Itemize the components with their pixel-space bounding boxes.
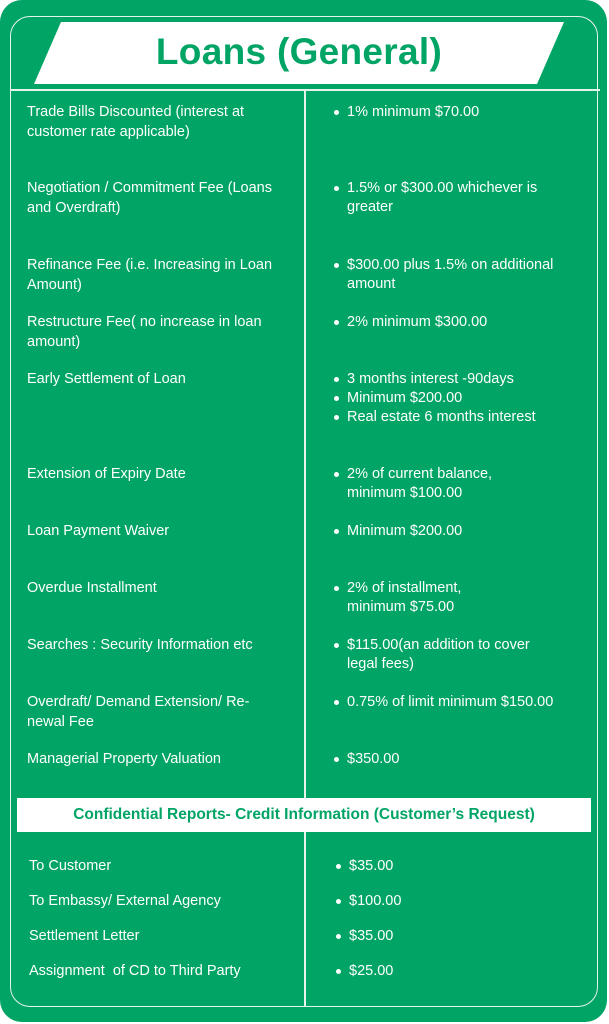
section-title: Confidential Reports- Credit Information (Customer’s Request)	[73, 806, 535, 823]
bullet-icon	[334, 757, 339, 762]
fee-values	[333, 103, 593, 122]
column-divider-bottom	[304, 832, 306, 1007]
fee-values	[333, 370, 593, 427]
fee-value: 2% of installment, minimum $75.00	[333, 579, 503, 617]
page-title: Loans (General)	[155, 31, 443, 72]
bullet-icon	[334, 643, 339, 648]
report-values	[335, 962, 595, 981]
fee-label: Negotiation / Commitment Fee (Loans and Overdraft)	[27, 180, 272, 216]
fee-value: 2% of current balance, minimum $100.00	[333, 465, 523, 503]
fee-value: 1.5% or $300.00 whichever is greater	[333, 179, 548, 217]
section-header	[17, 798, 591, 832]
report-label: To Embassy/ External Agency	[29, 893, 221, 909]
fee-value: Minimum $200.00	[333, 389, 593, 408]
bullet-icon	[334, 320, 339, 325]
report-label: To Customer	[29, 858, 112, 874]
bullet-icon	[334, 415, 339, 420]
bullet-icon	[336, 864, 341, 869]
column-divider-top	[304, 89, 306, 798]
fee-value: Real estate 6 months interest	[333, 408, 593, 427]
bullet-icon	[334, 110, 339, 115]
fee-values	[333, 693, 593, 712]
bullet-icon	[334, 529, 339, 534]
fee-value: 2% minimum $300.00	[333, 313, 593, 332]
bullet-icon	[334, 700, 339, 705]
bullet-icon	[334, 186, 339, 191]
fee-label: Trade Bills Discounted (interest at customer rate applicable)	[27, 104, 245, 140]
fee-label: Overdraft/ Demand Extension/ Re-newal Fee	[27, 694, 250, 730]
bullet-icon	[334, 586, 339, 591]
fee-label: Extension of Expiry Date	[27, 466, 186, 482]
bullet-icon	[334, 377, 339, 382]
title-banner	[34, 22, 564, 84]
fee-label: Managerial Property Valuation	[27, 751, 221, 767]
bullet-icon	[334, 472, 339, 477]
fee-label: Refinance Fee (i.e. Increasing in Loan Amount)	[27, 257, 273, 293]
report-values	[335, 857, 595, 876]
fee-value: $115.00(an addition to cover legal fees)	[333, 636, 558, 674]
fee-values	[333, 579, 503, 617]
fee-label: Early Settlement of Loan	[27, 371, 186, 387]
report-values	[335, 892, 595, 911]
report-value: $100.00	[335, 892, 595, 911]
bullet-icon	[336, 934, 341, 939]
fee-value: 0.75% of limit minimum $150.00	[333, 693, 593, 712]
fee-values	[333, 465, 523, 503]
report-label: Assignment of CD to Third Party	[29, 963, 241, 979]
fee-value: $300.00 plus 1.5% on additional amount	[333, 256, 583, 294]
fee-label: Restructure Fee( no increase in loan amount)	[27, 314, 262, 350]
fee-label: Loan Payment Waiver	[27, 523, 170, 539]
report-value: $35.00	[335, 857, 595, 876]
bullet-icon	[336, 899, 341, 904]
fee-values	[333, 522, 593, 541]
report-value: $25.00	[335, 962, 595, 981]
fee-value: 3 months interest -90days	[333, 370, 593, 389]
bullet-icon	[334, 396, 339, 401]
bullet-icon	[334, 263, 339, 268]
fee-label: Searches : Security Information etc	[27, 637, 253, 653]
report-value: $35.00	[335, 927, 595, 946]
fee-value: Minimum $200.00	[333, 522, 593, 541]
bullet-icon	[336, 969, 341, 974]
fee-value: 1% minimum $70.00	[333, 103, 593, 122]
fee-values	[333, 313, 593, 332]
report-values	[335, 927, 595, 946]
fee-values	[333, 636, 558, 674]
fee-values	[333, 256, 583, 294]
fee-values	[333, 179, 548, 217]
fee-value: $350.00	[333, 750, 593, 769]
report-label: Settlement Letter	[29, 928, 140, 944]
fee-values	[333, 750, 593, 769]
fee-label: Overdue Installment	[27, 580, 157, 596]
